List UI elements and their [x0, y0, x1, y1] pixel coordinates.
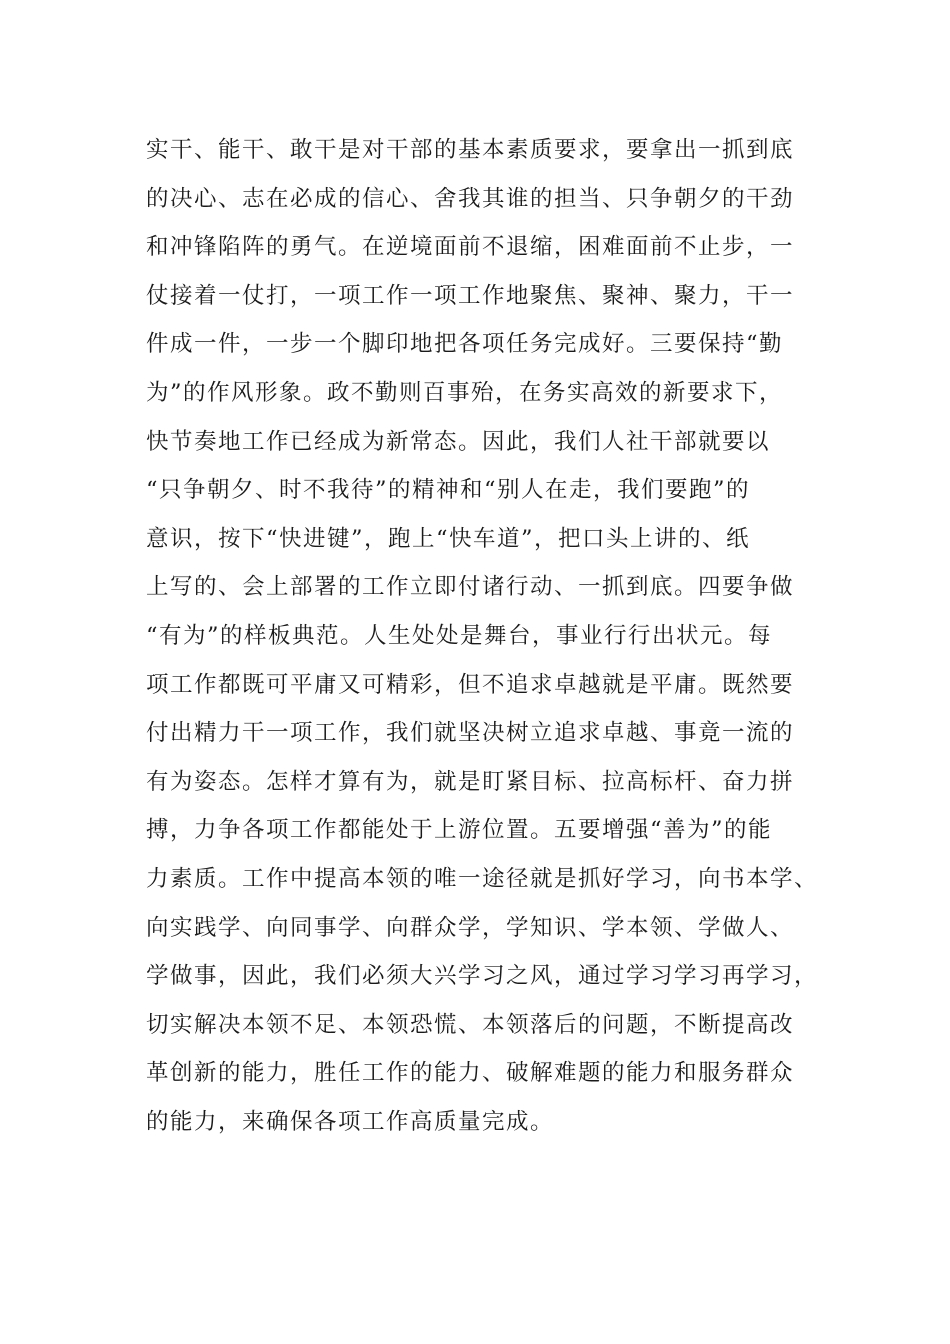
text-line: 革创新的能力，胜任工作的能力、破解难题的能力和服务群众: [146, 1060, 795, 1087]
text-line: 的决心、志在必成的信心、舍我其谁的担当、只争朝夕的干劲: [146, 185, 795, 212]
text-line: 有为姿态。怎样才算有为，就是盯紧目标、拉高标杆、奋力拼: [146, 768, 795, 795]
text-line: “只争朝夕、时不我待”的精神和“别人在走，我们要跑”的: [146, 477, 751, 504]
text-line: 搏，力争各项工作都能处于上游位置。五要增强“善为”的能: [146, 817, 773, 844]
text-line: 的能力，来确保各项工作高质量完成。: [146, 1108, 555, 1135]
text-line: 向实践学、向同事学、向群众学，学知识、学本领、学做人、: [146, 914, 795, 941]
text-line: 仗接着一仗打，一项工作一项工作地聚焦、聚神、聚力，干一: [146, 282, 795, 309]
text-line: 力素质。工作中提高本领的唯一途径就是抓好学习，向书本学、: [146, 865, 819, 892]
body-paragraph: [146, 126, 836, 1146]
text-line: 项工作都既可平庸又可精彩，但不追求卓越就是平庸。既然要: [146, 671, 795, 698]
text-line: 和冲锋陷阵的勇气。在逆境面前不退缩，困难面前不止步，一: [146, 234, 795, 261]
text-line: 切实解决本领不足、本领恐慌、本领落后的问题，不断提高改: [146, 1011, 795, 1038]
text-line: “有为”的样板典范。人生处处是舞台，事业行行出状元。每: [146, 622, 773, 649]
text-line: 实干、能干、敢干是对干部的基本素质要求，要拿出一抓到底: [146, 137, 795, 163]
text-line: 付出精力干一项工作，我们就坚决树立追求卓越、事竟一流的: [146, 720, 795, 747]
text-line: 意识，按下“快进键”，跑上“快车道”，把口头上讲的、纸: [146, 525, 751, 552]
text-line: 上写的、会上部署的工作立即付诸行动、一抓到底。四要争做: [146, 574, 795, 601]
text-line: 为”的作风形象。政不勤则百事殆，在务实高效的新要求下，: [146, 379, 784, 406]
text-line: 快节奏地工作已经成为新常态。因此，我们人社干部就要以: [146, 428, 771, 455]
text-line: 学做事，因此，我们必须大兴学习之风，通过学习学习再学习，: [146, 963, 819, 990]
text-line: 件成一件，一步一个脚印地把各项任务完成好。三要保持“勤: [146, 331, 784, 358]
